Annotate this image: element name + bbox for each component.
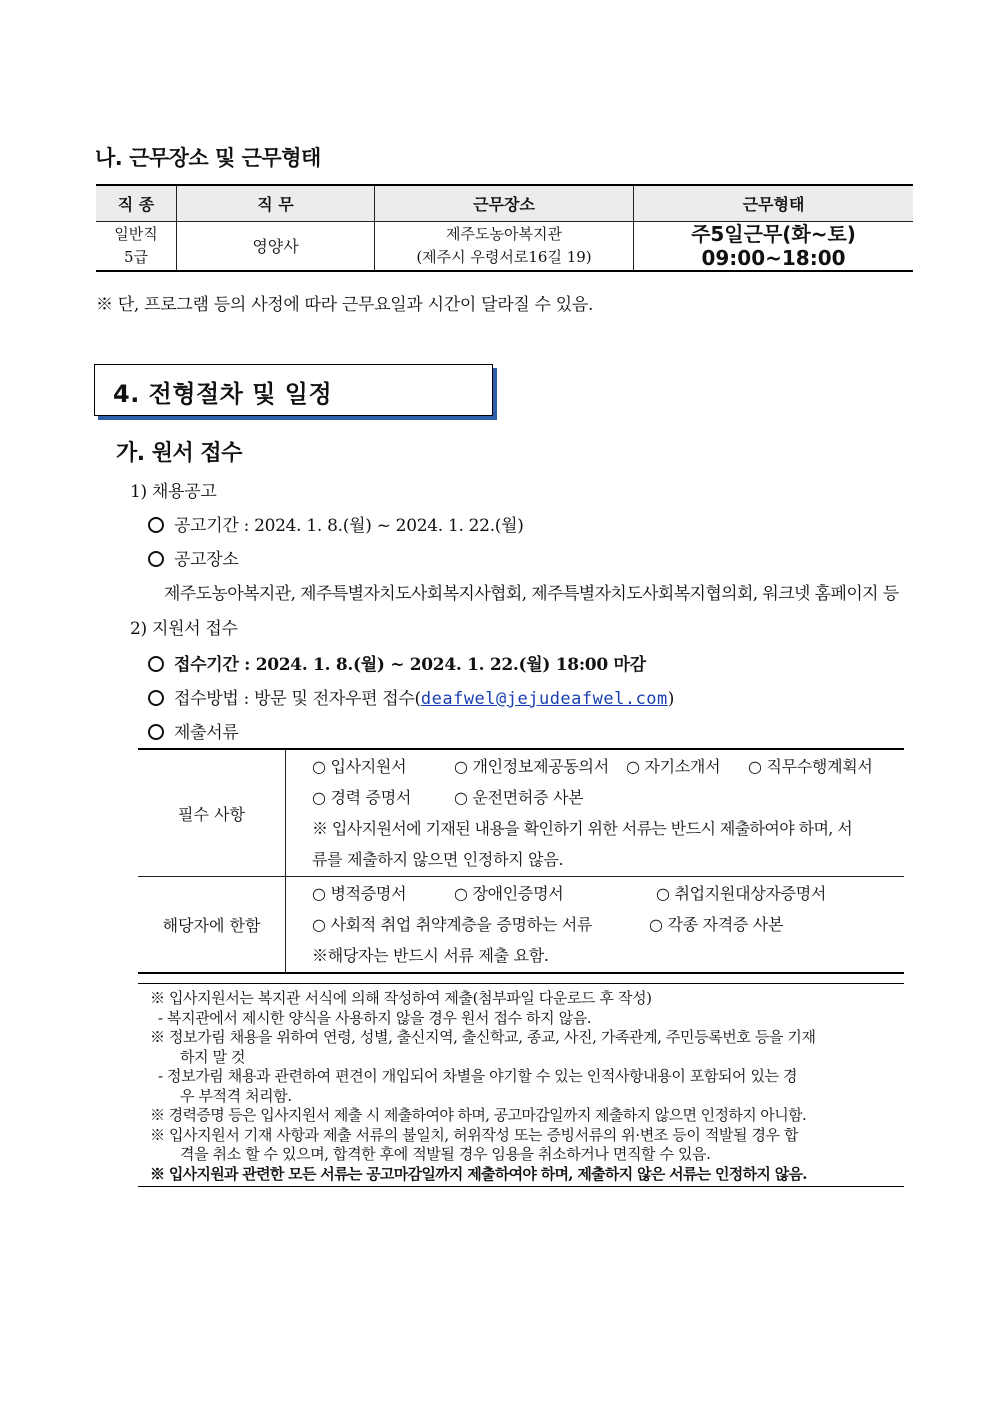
note-line-strong: ※ 입사지원과 관련한 모든 서류는 공고마감일까지 제출하여야 하며, 제출하지 않은 서류는 인정하지 않음. [150, 1164, 807, 1183]
note-line: ※ 경력증명 등은 입사지원서 제출 시 제출하여야 하며, 공고마감일까지 제출하지 않으면 인정하지 아니함. [150, 1106, 807, 1124]
place-line2: (제주시 우령서로16길 19) [416, 247, 592, 266]
doc-item: ○ 취업지원대상자증명서 [656, 884, 827, 903]
item2-method [148, 684, 674, 709]
required-line2 [312, 782, 903, 813]
required-content [286, 749, 905, 877]
item2-period [148, 650, 646, 675]
doc-item: ○ 직무수행계획서 [748, 757, 873, 776]
item1-title: 1) 채용공고 [130, 482, 217, 502]
doc-item: ○ 사회적 취업 취약계층을 증명하는 서류 [312, 915, 593, 934]
bullet-icon [148, 690, 164, 706]
doc-item: ○ 경력 증명서 [312, 788, 412, 807]
required-label: 필수 사항 [138, 749, 286, 877]
applicable-line3: ※해당자는 반드시 서류 제출 요함. [312, 946, 549, 965]
note-line: ※ 입사지원서 기재 사항과 제출 서류의 불일치, 허위작성 또는 증빙서류의 위·변조 등이 적발될 경우 합 [150, 1125, 799, 1144]
job-type-line2: 5급 [123, 247, 149, 266]
job-type-cell [96, 221, 177, 271]
duty-cell: 영양사 [177, 221, 375, 271]
place-line1: 제주도농아복지관 [446, 224, 562, 243]
bullet-icon [148, 551, 164, 567]
method-suffix: ) [667, 689, 675, 709]
section4-title: 4. 전형절차 및 일정 [113, 380, 333, 408]
doc-item: ○ 운전면허증 사본 [454, 788, 584, 807]
doc-item: ○ 장애인증명서 [454, 884, 564, 903]
doc-item: ○ 각종 자격증 사본 [649, 915, 784, 934]
work-line1: 주5일근무(화~토) [691, 221, 856, 246]
required-line1 [312, 751, 903, 782]
item1-period-text: 공고기간 : 2024. 1. 8.(월) ~ 2024. 1. 22.(월) [174, 516, 524, 536]
work-line2: 09:00~18:00 [701, 245, 846, 270]
item2-period-text: 접수기간 : 2024. 1. 8.(월) ~ 2024. 1. 22.(월) 18:00 마감 [174, 655, 646, 675]
applicable-line1 [312, 878, 903, 909]
item2-title: 2) 지원서 접수 [130, 619, 238, 639]
table-row [138, 877, 904, 974]
note-line: - 정보가림 채용과 관련하여 편견이 개입되어 차별을 야기할 수 있는 인적사항내용이 포함되어 있는 경 [158, 1067, 798, 1085]
job-type-line1: 일반직 [114, 224, 158, 243]
applicable-label: 해당자에 한함 [138, 877, 286, 974]
schedule-note: ※ 단, 프로그램 등의 사정에 따라 근무요일과 시간이 달라질 수 있음. [96, 295, 594, 315]
header-duty: 직 무 [177, 185, 375, 221]
docs-label-text: 제출서류 [174, 723, 239, 743]
note-line: ※ 입사지원서는 복지관 서식에 의해 작성하여 제출(첨부파일 다운로드 후 작성) [150, 989, 652, 1007]
section-na-title: 나. 근무장소 및 근무형태 [95, 146, 321, 170]
doc-item: ○ 입사지원서 [312, 757, 407, 776]
required-line3: ※ 입사지원서에 기재된 내용을 확인하기 위한 서류는 반드시 제출하여야 하며, 서 [312, 819, 853, 838]
header-place: 근무장소 [375, 185, 634, 221]
bullet-icon [148, 517, 164, 533]
table-header-row [96, 185, 913, 221]
note-line: 우 부적격 처리함. [180, 1086, 292, 1105]
item1-place-label [148, 545, 239, 570]
email-link[interactable]: deafwel@jejudeafwel.com [420, 689, 668, 709]
doc-item: ○ 개인정보제공동의서 [454, 757, 609, 776]
required-line4: 류를 제출하지 않으면 인정하지 않음. [312, 850, 564, 869]
section4-box [94, 364, 493, 416]
note-line: ※ 정보가림 채용을 위하여 연령, 성별, 출신지역, 출신학교, 종교, 사진, 가족관계, 주민등록번호 등을 기재 [150, 1028, 816, 1046]
note-line: 격을 취소 할 수 있으며, 합격한 후에 적발될 경우 임용을 취소하거나 면직할 수 있음. [180, 1145, 711, 1163]
notes-box [138, 983, 904, 1187]
method-prefix: 접수방법 : 방문 및 전자우편 접수( [174, 689, 421, 709]
bullet-icon [148, 724, 164, 740]
item1-period [148, 511, 524, 536]
table-row [138, 749, 904, 877]
table-row [96, 221, 913, 271]
documents-table [138, 748, 904, 974]
header-work-type: 근무형태 [634, 185, 914, 221]
applicable-line2 [312, 909, 903, 940]
note-line: - 복지관에서 제시한 양식을 사용하지 않을 경우 원서 접수 하지 않음. [158, 1008, 592, 1027]
doc-item: ○ 병적증명서 [312, 884, 407, 903]
sub-ga-title: 가. 원서 접수 [116, 441, 242, 466]
place-cell [375, 221, 634, 271]
header-job-type: 직 종 [96, 185, 177, 221]
bullet-icon [148, 656, 164, 672]
item1-place-value: 제주도농아복지관, 제주특별자치도사회복지사협회, 제주특별자치도사회복지협의회, 워크넷 홈페이지 등 [164, 584, 899, 604]
work-type-cell [634, 221, 914, 271]
item1-place-label-text: 공고장소 [174, 550, 239, 570]
item2-docs-label [148, 718, 239, 743]
note-line: 하지 말 것 [180, 1047, 246, 1066]
work-place-table [96, 184, 913, 272]
doc-item: ○ 자기소개서 [626, 757, 721, 776]
applicable-content [286, 877, 905, 974]
